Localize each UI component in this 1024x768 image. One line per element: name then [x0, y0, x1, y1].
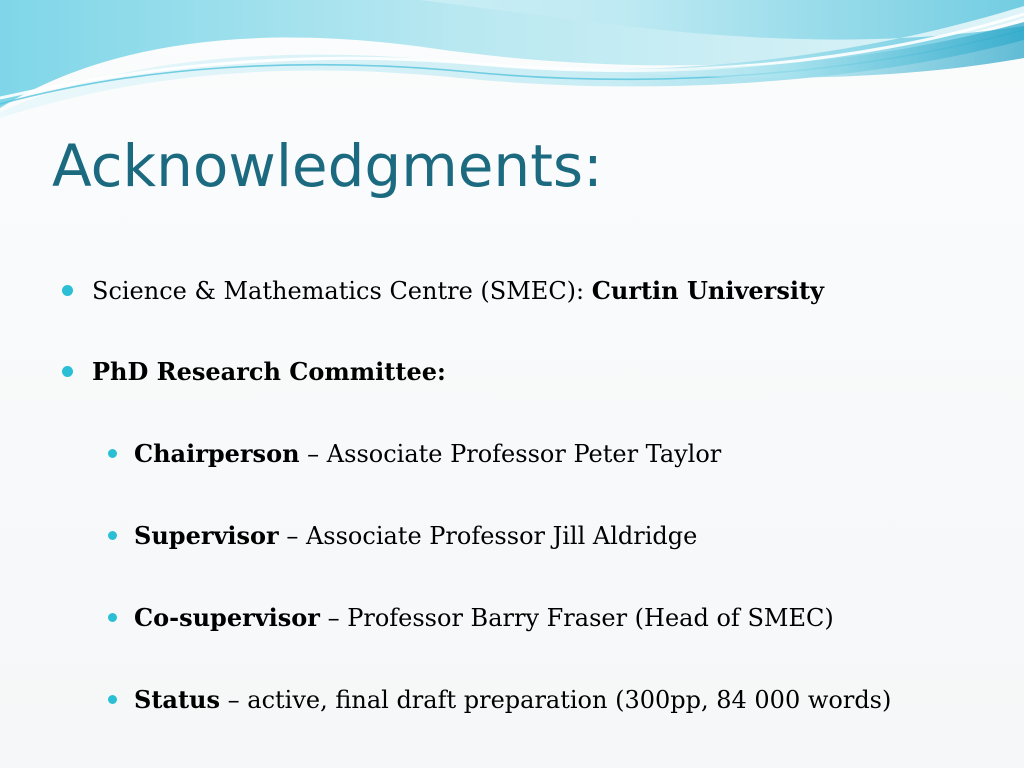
item-bold-text: PhD Research Committee: — [92, 357, 446, 386]
bullet-icon — [108, 695, 117, 704]
item-bold-text: Co-supervisor — [134, 603, 320, 632]
list-item-co-supervisor — [134, 602, 834, 634]
item-bold-text: Status — [134, 685, 221, 714]
list-item-status — [134, 684, 891, 716]
slide-title: Acknowledgments: — [52, 132, 603, 200]
list-item-smec — [92, 275, 824, 307]
bullet-icon — [108, 449, 117, 458]
bullet-icon — [108, 531, 117, 540]
bullet-icon — [62, 366, 73, 377]
item-bold-text: Supervisor — [134, 521, 279, 550]
header-wave-decoration — [0, 0, 1024, 130]
list-item-committee — [92, 356, 446, 388]
item-text: – Associate Professor Jill Aldridge — [278, 522, 698, 550]
item-text: Science & Mathematics Centre (SMEC): — [92, 277, 592, 305]
item-bold-text: Chairperson — [134, 439, 300, 468]
list-item-supervisor — [134, 520, 697, 552]
item-text: – active, final draft preparation (300pp, 84 000 words) — [220, 686, 892, 714]
item-text: – Professor Barry Fraser (Head of SMEC) — [319, 604, 834, 632]
item-bold-text: Curtin University — [591, 276, 824, 305]
list-item-chairperson — [134, 438, 721, 470]
item-text: – Associate Professor Peter Taylor — [299, 440, 722, 468]
bullet-icon — [62, 285, 73, 296]
bullet-icon — [108, 613, 117, 622]
